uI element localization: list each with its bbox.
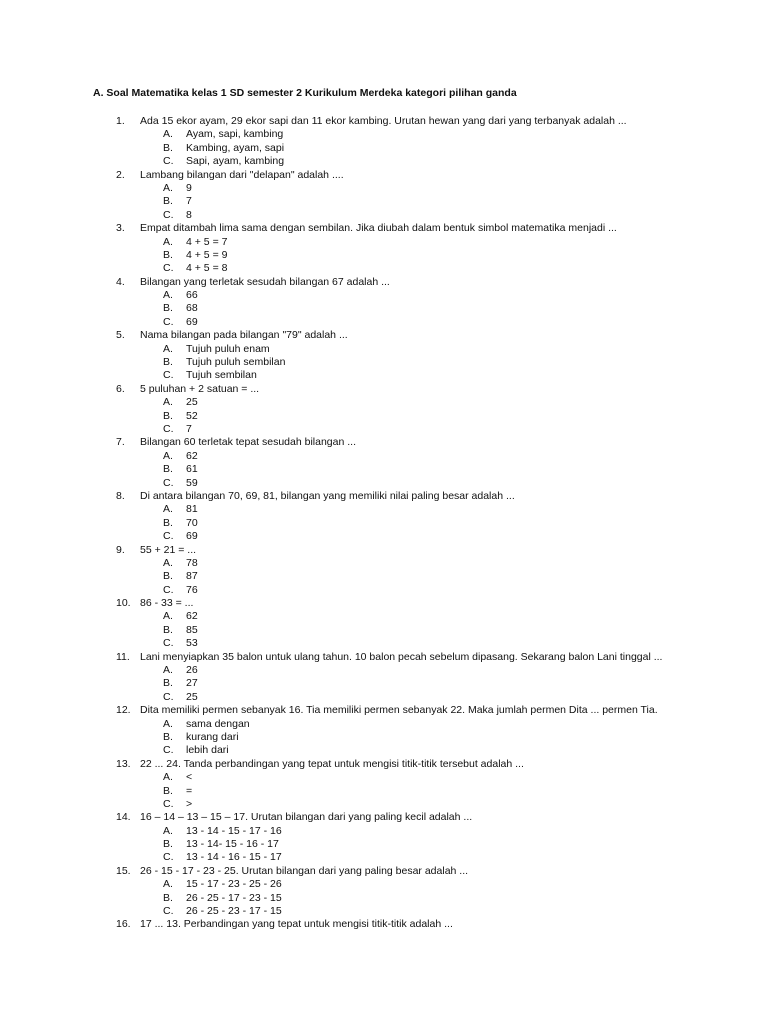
option-text: 76 (186, 583, 198, 596)
answer-option (0, 785, 768, 798)
option-letter: C. (163, 155, 174, 168)
question-text: 55 + 21 = ... (140, 543, 197, 556)
option-text: 69 (186, 530, 198, 543)
question-line (0, 544, 768, 557)
option-letter: C. (163, 797, 174, 810)
option-letter: B. (163, 730, 173, 743)
answer-option (0, 892, 768, 905)
question-line (0, 651, 768, 664)
question-number: 4. (116, 275, 125, 288)
answer-option (0, 356, 768, 369)
question-item (0, 276, 768, 330)
option-text: 52 (186, 409, 198, 422)
option-letter: C. (163, 744, 174, 757)
answer-option (0, 530, 768, 543)
question-number: 14. (116, 811, 131, 824)
question-item (0, 383, 768, 437)
option-letter: B. (163, 141, 173, 154)
option-letter: A. (163, 610, 173, 623)
option-letter: A. (163, 556, 173, 569)
option-letter: B. (163, 463, 173, 476)
option-text: 4 + 5 = 9 (186, 248, 228, 261)
option-letter: A. (163, 342, 173, 355)
option-letter: A. (163, 824, 173, 837)
question-item (0, 865, 768, 919)
option-letter: B. (163, 838, 173, 851)
question-item (0, 329, 768, 383)
option-text: 25 (186, 396, 198, 409)
answer-option (0, 195, 768, 208)
answer-option (0, 128, 768, 141)
answer-option (0, 142, 768, 155)
question-number: 1. (116, 115, 125, 127)
question-text: Dita memiliki permen sebanyak 16. Tia memiliki permen sebanyak 22. Maka jumlah permen Dita ... permen Tia. (140, 704, 658, 717)
option-letter: B. (163, 356, 173, 369)
question-text: Bilangan yang terletak sesudah bilangan 67 adalah ... (140, 275, 390, 288)
question-number: 8. (116, 489, 125, 502)
question-number: 7. (116, 436, 125, 449)
question-item (0, 651, 768, 705)
question-text: 16 – 14 – 13 – 15 – 17. Urutan bilangan dari yang paling kecil adalah ... (140, 811, 473, 824)
question-number: 10. (116, 597, 131, 610)
answer-option (0, 236, 768, 249)
answer-option (0, 771, 768, 784)
option-text: 7 (186, 422, 192, 435)
question-text: 5 puluhan + 2 satuan = ... (140, 382, 260, 395)
question-item (0, 436, 768, 490)
question-text: Di antara bilangan 70, 69, 81, bilangan yang memiliki nilai paling besar adalah ... (140, 489, 515, 502)
question-text: 22 ... 24. Tanda perbandingan yang tepat untuk mengisi titik-titik tersebut adalah ... (140, 757, 524, 770)
option-letter: A. (163, 289, 173, 302)
question-line (0, 436, 768, 449)
option-letter: C. (163, 476, 174, 489)
option-letter: A. (163, 235, 173, 248)
option-text: 26 - 25 - 17 - 23 - 15 (186, 891, 282, 904)
question-line (0, 811, 768, 824)
option-text: 68 (186, 302, 198, 315)
answer-option (0, 851, 768, 864)
option-letter: C. (163, 851, 174, 864)
question-line (0, 329, 768, 342)
question-number: 11. (116, 650, 130, 663)
option-text: 27 (186, 677, 198, 690)
option-text: 7 (186, 195, 192, 208)
option-text: 26 - 25 - 23 - 17 - 15 (186, 905, 282, 918)
option-text: 81 (186, 503, 198, 516)
answer-option (0, 825, 768, 838)
option-letter: C. (163, 583, 174, 596)
option-text: > (186, 797, 193, 810)
answer-option (0, 463, 768, 476)
question-item (0, 115, 768, 169)
option-letter: A. (163, 717, 173, 730)
option-text: Tujuh puluh enam (186, 342, 270, 355)
option-text: 78 (186, 556, 198, 569)
answer-option (0, 369, 768, 382)
question-item (0, 544, 768, 598)
answer-option (0, 450, 768, 463)
answer-option (0, 209, 768, 222)
question-text: Lani menyiapkan 35 balon untuk ulang tahun. 10 balon pecah sebelum dipasang. Sekarang balon Lani tinggal ... (140, 650, 663, 663)
question-line (0, 758, 768, 771)
option-text: 13 - 14 - 16 - 15 - 17 (186, 851, 282, 864)
option-text: 61 (186, 463, 198, 476)
option-letter: A. (163, 503, 173, 516)
question-line (0, 222, 768, 235)
option-letter: A. (163, 128, 173, 141)
question-number: 6. (116, 382, 125, 395)
option-text: 53 (186, 637, 198, 650)
answer-option (0, 691, 768, 704)
answer-option (0, 570, 768, 583)
option-letter: C. (163, 208, 174, 221)
answer-option (0, 289, 768, 302)
question-item (0, 169, 768, 223)
option-text: Tujuh sembilan (186, 369, 257, 382)
question-number: 9. (116, 543, 125, 556)
question-text: 26 - 15 - 17 - 23 - 25. Urutan bilangan dari yang paling besar adalah ... (140, 864, 469, 877)
option-text: 4 + 5 = 8 (186, 262, 228, 275)
answer-option (0, 423, 768, 436)
option-letter: A. (163, 449, 173, 462)
answer-option (0, 584, 768, 597)
option-letter: A. (163, 771, 173, 784)
option-text: = (186, 784, 193, 797)
answer-option (0, 410, 768, 423)
option-letter: A. (163, 664, 173, 677)
question-text: Bilangan 60 terletak tepat sesudah bilangan ... (140, 436, 356, 449)
option-text: 15 - 17 - 23 - 25 - 26 (186, 878, 282, 891)
question-line (0, 276, 768, 289)
answer-option (0, 664, 768, 677)
option-letter: B. (163, 784, 173, 797)
option-text: 69 (186, 315, 198, 328)
question-list (0, 115, 768, 932)
question-line (0, 115, 768, 128)
question-item (0, 597, 768, 651)
option-letter: C. (163, 690, 174, 703)
option-letter: B. (163, 891, 173, 904)
answer-option (0, 624, 768, 637)
option-text: Kambing, ayam, sapi (186, 141, 285, 154)
option-letter: C. (163, 262, 174, 275)
section-heading: A. Soal Matematika kelas 1 SD semester 2 Kurikulum Merdeka kategori pilihan ganda (93, 87, 517, 99)
question-line (0, 169, 768, 182)
answer-option (0, 798, 768, 811)
question-text: Empat ditambah lima sama dengan sembilan. Jika diubah dalam bentuk simbol matematika menjadi ... (140, 222, 617, 235)
question-text: Lambang bilangan dari "delapan" adalah .... (140, 168, 344, 181)
question-number: 15. (116, 864, 131, 877)
answer-option (0, 731, 768, 744)
option-letter: A. (163, 878, 173, 891)
question-number: 12. (116, 704, 131, 717)
answer-option (0, 249, 768, 262)
question-item (0, 811, 768, 865)
option-letter: C. (163, 369, 174, 382)
option-text: 62 (186, 449, 198, 462)
answer-option (0, 744, 768, 757)
option-text: 13 - 14 - 15 - 17 - 16 (186, 824, 282, 837)
answer-option (0, 718, 768, 731)
answer-option (0, 302, 768, 315)
question-item (0, 758, 768, 812)
option-text: sama dengan (186, 717, 250, 730)
option-text: 4 + 5 = 7 (186, 235, 228, 248)
option-text: 9 (186, 181, 192, 194)
question-item (0, 490, 768, 544)
option-text: 25 (186, 690, 198, 703)
question-number: 16. (116, 918, 131, 931)
option-text: < (186, 771, 193, 784)
option-letter: B. (163, 677, 173, 690)
option-text: kurang dari (186, 730, 239, 743)
option-letter: A. (163, 396, 173, 409)
question-line (0, 490, 768, 503)
option-letter: B. (163, 409, 173, 422)
answer-option (0, 503, 768, 516)
question-text: Ada 15 ekor ayam, 29 ekor sapi dan 11 ekor kambing. Urutan hewan yang dari yang terbanyak adalah ... (140, 115, 627, 127)
answer-option (0, 838, 768, 851)
option-letter: C. (163, 637, 174, 650)
question-line (0, 865, 768, 878)
question-line (0, 704, 768, 717)
option-text: 8 (186, 208, 192, 221)
answer-option (0, 878, 768, 891)
answer-option (0, 396, 768, 409)
question-item (0, 704, 768, 758)
question-line (0, 597, 768, 610)
answer-option (0, 262, 768, 275)
question-number: 5. (116, 329, 125, 342)
question-number: 3. (116, 222, 125, 235)
option-letter: A. (163, 181, 173, 194)
answer-option (0, 343, 768, 356)
answer-option (0, 316, 768, 329)
option-letter: C. (163, 315, 174, 328)
question-item (0, 222, 768, 276)
answer-option (0, 677, 768, 690)
option-text: 85 (186, 623, 198, 636)
option-letter: C. (163, 905, 174, 918)
question-line (0, 918, 768, 931)
question-number: 13. (116, 757, 131, 770)
option-text: 13 - 14- 15 - 16 - 17 (186, 838, 279, 851)
option-text: Sapi, ayam, kambing (186, 155, 285, 168)
question-item (0, 918, 768, 931)
answer-option (0, 905, 768, 918)
option-text: Ayam, sapi, kambing (186, 128, 284, 141)
option-text: 70 (186, 516, 198, 529)
option-letter: B. (163, 302, 173, 315)
answer-option (0, 637, 768, 650)
option-text: Tujuh puluh sembilan (186, 356, 286, 369)
answer-option (0, 477, 768, 490)
answer-option (0, 517, 768, 530)
answer-option (0, 557, 768, 570)
question-text: 86 - 33 = ... (140, 597, 194, 610)
answer-option (0, 610, 768, 623)
option-text: 62 (186, 610, 198, 623)
option-letter: B. (163, 623, 173, 636)
option-letter: B. (163, 516, 173, 529)
option-text: lebih dari (186, 744, 229, 757)
answer-option (0, 155, 768, 168)
question-line (0, 383, 768, 396)
option-letter: C. (163, 422, 174, 435)
option-letter: B. (163, 248, 173, 261)
question-text: 17 ... 13. Perbandingan yang tepat untuk mengisi titik-titik adalah ... (140, 918, 453, 931)
option-text: 59 (186, 476, 198, 489)
question-number: 2. (116, 168, 125, 181)
option-text: 26 (186, 664, 198, 677)
option-letter: C. (163, 530, 174, 543)
question-text: Nama bilangan pada bilangan "79" adalah ... (140, 329, 348, 342)
option-letter: B. (163, 570, 173, 583)
option-text: 66 (186, 289, 198, 302)
option-letter: B. (163, 195, 173, 208)
option-text: 87 (186, 570, 198, 583)
answer-option (0, 182, 768, 195)
